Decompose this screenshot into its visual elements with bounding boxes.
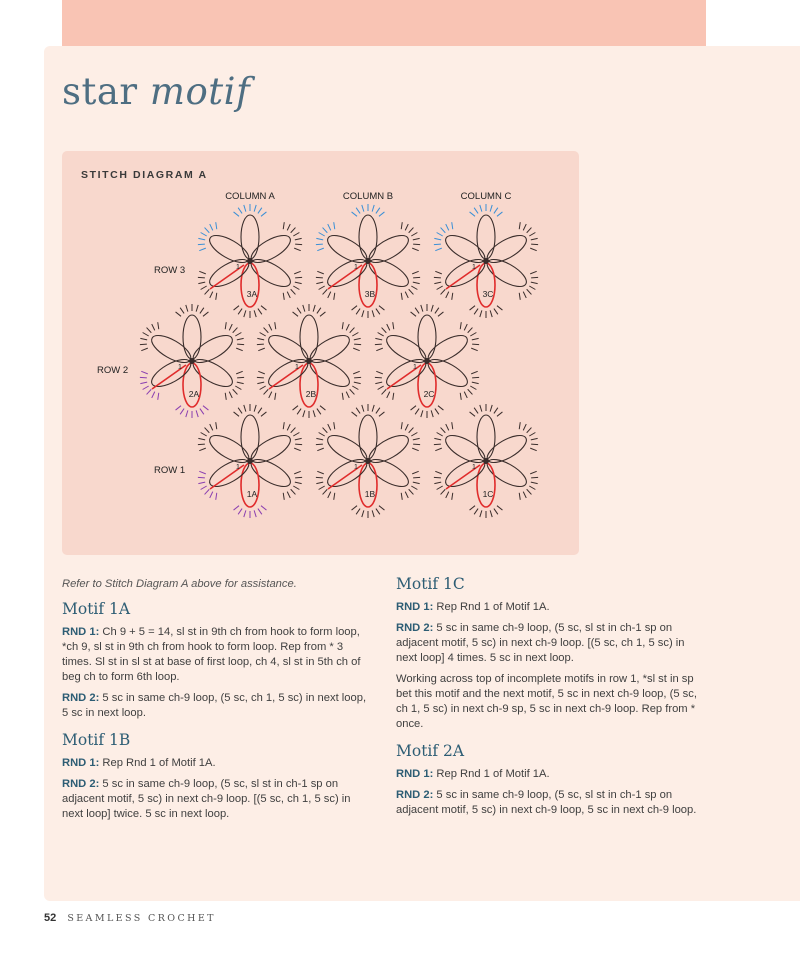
round-marker: 1: [236, 464, 240, 471]
motif-3A: [198, 204, 302, 318]
motif-label: 3A: [246, 289, 258, 299]
motif-label: 2A: [188, 389, 200, 399]
motif-1a-heading: Motif 1A: [62, 600, 131, 618]
motif-2a-rnd2: RND 2: 5 sc in same ch-9 loop, (5 sc, sl st in ch-1 sp on adjacent motif, 5 sc) in next ch-9 loop, 5 sc in next ch-9 loop.: [396, 789, 697, 816]
motif-3C: [434, 204, 538, 318]
column-label: COLUMN A: [225, 191, 275, 202]
motif-1c-extra: Working across top of incomplete motifs in row 1, *sl st in sp bet this motif and the next motif, 5 sc in next ch-9 loop, (5 sc, ch 1, 5 sc) in next ch-9 sp, 5 sc in next ch-9 loop. Rep from * once.: [396, 673, 697, 730]
page-number: 52: [44, 912, 57, 924]
motif-1c-rnd2: RND 2: 5 sc in same ch-9 loop, (5 sc, sl st in ch-1 sp on adjacent motif, 5 sc) in next ch-9 loop. [(5 sc, ch 1, 5 sc) in next loop] 4 times. 5 sc in next loop.: [396, 622, 685, 664]
motif-1A: [198, 404, 302, 518]
motif-1b-heading: Motif 1B: [62, 731, 131, 749]
motif-1B: [316, 404, 420, 518]
motif-2A: [140, 304, 244, 418]
motif-label: 1B: [364, 489, 376, 499]
motif-2B: [257, 304, 361, 418]
row-label: ROW 2: [97, 365, 129, 376]
stitch-diagram-svg: [62, 151, 579, 555]
round-marker: 1: [236, 264, 240, 271]
round-marker: 1: [354, 264, 358, 271]
round-marker: 1: [354, 464, 358, 471]
motif-1c-rnd1: RND 1: Rep Rnd 1 of Motif 1A.: [396, 601, 550, 613]
motif-label: 2B: [305, 389, 317, 399]
motif-1b-rnd2: RND 2: 5 sc in same ch-9 loop, (5 sc, sl st in ch-1 sp on adjacent motif, 5 sc) in next ch-9 loop. [(5 sc, ch 1, 5 sc) in next loop] twice. 5 sc in next loop.: [62, 778, 351, 820]
intro-text: Refer to Stitch Diagram A above for assistance.: [62, 578, 297, 590]
top-color-band: [62, 0, 706, 46]
motif-2a-rnd1: RND 1: Rep Rnd 1 of Motif 1A.: [396, 768, 550, 780]
motif-label: 1C: [482, 489, 494, 499]
book-title: SEAMLESS CROCHET: [67, 913, 216, 924]
round-marker: 1: [472, 264, 476, 271]
motif-label: 2C: [423, 389, 435, 399]
round-marker: 1: [178, 364, 182, 371]
diagram-label: STITCH DIAGRAM A: [81, 169, 208, 181]
right-column: [396, 577, 706, 824]
motif-label: 1A: [246, 489, 258, 499]
motif-1a-rnd1: RND 1: Ch 9 + 5 = 14, sl st in 9th ch from hook to form loop, *ch 9, sl st in 9th ch from hook to form loop. Rep from * 3 times. Sl st in sl st at base of first loop, ch 4, sl st in 5th ch of beg ch to form 6th loop.: [62, 626, 361, 683]
motif-1a-rnd2: RND 2: 5 sc in same ch-9 loop, (5 sc, ch 1, 5 sc) in next loop, 5 sc in next loop.: [62, 692, 367, 719]
motif-1c-heading: Motif 1C: [396, 575, 465, 593]
motif-2C: [375, 304, 479, 418]
page-title: star motif: [62, 70, 251, 113]
motif-label: 3C: [482, 289, 494, 299]
left-column: [62, 577, 370, 828]
round-marker: 1: [295, 364, 299, 371]
motif-label: 3B: [364, 289, 376, 299]
stitch-diagram: [62, 151, 579, 555]
motif-1C: [434, 404, 538, 518]
motif-2a-heading: Motif 2A: [396, 742, 465, 760]
round-marker: 1: [472, 464, 476, 471]
motif-1b-rnd1: RND 1: Rep Rnd 1 of Motif 1A.: [62, 757, 216, 769]
column-label: COLUMN C: [460, 191, 512, 202]
row-label: ROW 1: [154, 465, 186, 476]
column-label: COLUMN B: [342, 191, 394, 202]
page-footer: [44, 912, 216, 924]
round-marker: 1: [413, 364, 417, 371]
row-label: ROW 3: [154, 265, 186, 276]
motif-3B: [316, 204, 420, 318]
